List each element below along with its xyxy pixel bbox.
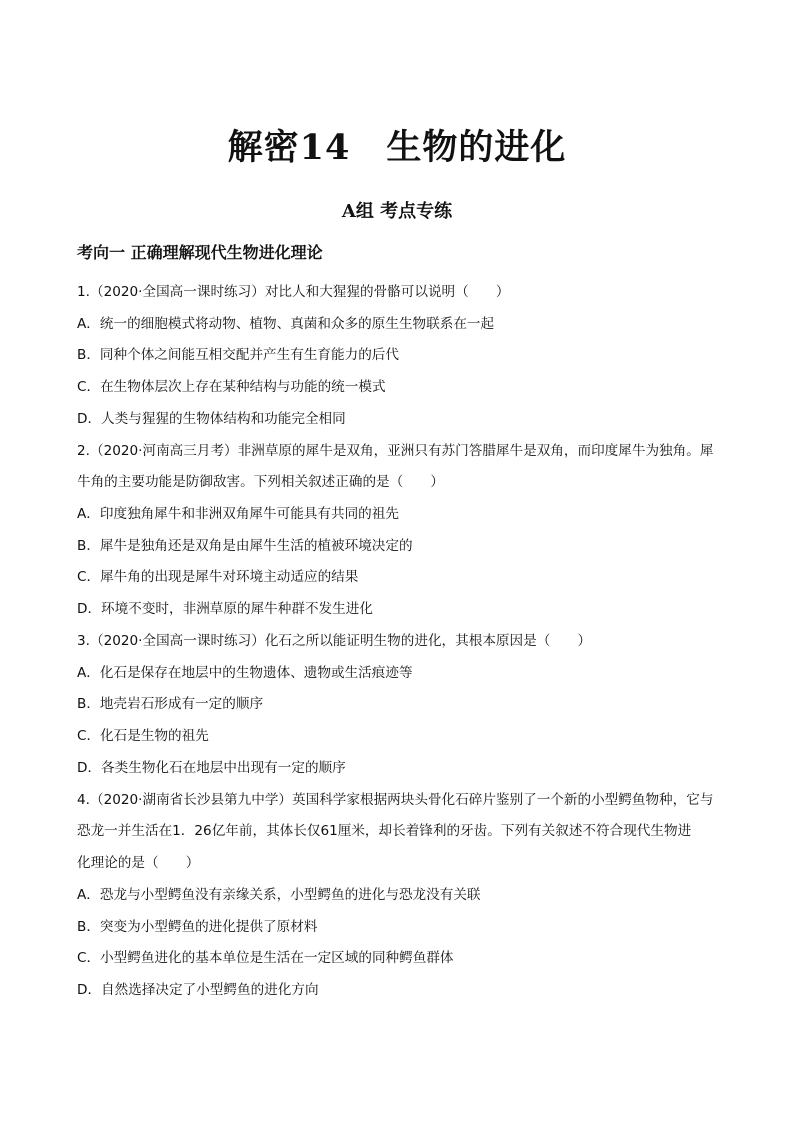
- question-2-option-b: B．犀牛是独角还是双角是由犀牛生活的植被环境决定的: [77, 538, 413, 554]
- question-2-option-a: A．印度独角犀牛和非洲双角犀牛可能具有共同的祖先: [77, 506, 399, 522]
- page-title: 解密14 生物的进化: [227, 127, 567, 168]
- question-1-option-c: C．在生物体层次上存在某种结构与功能的统一模式: [77, 379, 386, 395]
- question-4-option-a: A．恐龙与小型鳄鱼没有亲缘关系，小型鳄鱼的进化与恐龙没有关联: [77, 887, 481, 903]
- question-4-option-d: D．自然选择决定了小型鳄鱼的进化方向: [77, 982, 319, 998]
- question-4-option-c: C．小型鳄鱼进化的基本单位是生活在一定区域的同种鳄鱼群体: [77, 950, 454, 966]
- question-3-option-a: A．化石是保存在地层中的生物遗体、遗物或生活痕迹等: [77, 665, 413, 681]
- question-4-stem-line-2: 恐龙一并生活在1．26亿年前，其体长仅61厘米，却长着锋利的牙齿。下列有关叙述不符合现代生物进: [77, 823, 692, 839]
- question-2-stem-line-2: 牛角的主要功能是防御敌害。下列相关叙述正确的是（ ）: [77, 474, 445, 490]
- question-3-stem: 3.（2020·全国高一课时练习）化石之所以能证明生物的进化，其根本原因是（ ）: [77, 633, 592, 649]
- question-2-option-c: C．犀牛角的出现是犀牛对环境主动适应的结果: [77, 569, 359, 585]
- group-subtitle: A组 考点专练: [341, 201, 453, 222]
- question-3-option-c: C．化石是生物的祖先: [77, 728, 209, 744]
- question-3-option-d: D．各类生物化石在地层中出现有一定的顺序: [77, 760, 346, 776]
- question-4-stem-line-1: 4.（2020·湖南省长沙县第九中学）英国科学家根据两块头骨化石碎片鉴别了一个新的小型鳄鱼物种，它与: [77, 792, 714, 808]
- question-1-option-a: A．统一的细胞模式将动物、植物、真菌和众多的原生生物联系在一起: [77, 316, 495, 332]
- question-4-stem-line-3: 化理论的是（ ）: [77, 855, 200, 871]
- section-heading: 考向一 正确理解现代生物进化理论: [77, 243, 323, 262]
- question-1-option-b: B．同种个体之间能互相交配并产生有生育能力的后代: [77, 347, 399, 363]
- question-3-option-b: B．地壳岩石形成有一定的顺序: [77, 696, 264, 712]
- question-1-option-d: D．人类与猩猩的生物体结构和功能完全相同: [77, 411, 346, 427]
- question-4-option-b: B．突变为小型鳄鱼的进化提供了原材料: [77, 919, 318, 935]
- question-1-stem: 1.（2020·全国高一课时练习）对比人和大猩猩的骨骼可以说明（ ）: [77, 284, 510, 300]
- question-2-stem-line-1: 2.（2020·河南高三月考）非洲草原的犀牛是双角，亚洲只有苏门答腊犀牛是双角，而印度犀牛为独角。犀: [77, 443, 714, 459]
- question-2-option-d: D．环境不变时，非洲草原的犀牛种群不发生进化: [77, 601, 373, 617]
